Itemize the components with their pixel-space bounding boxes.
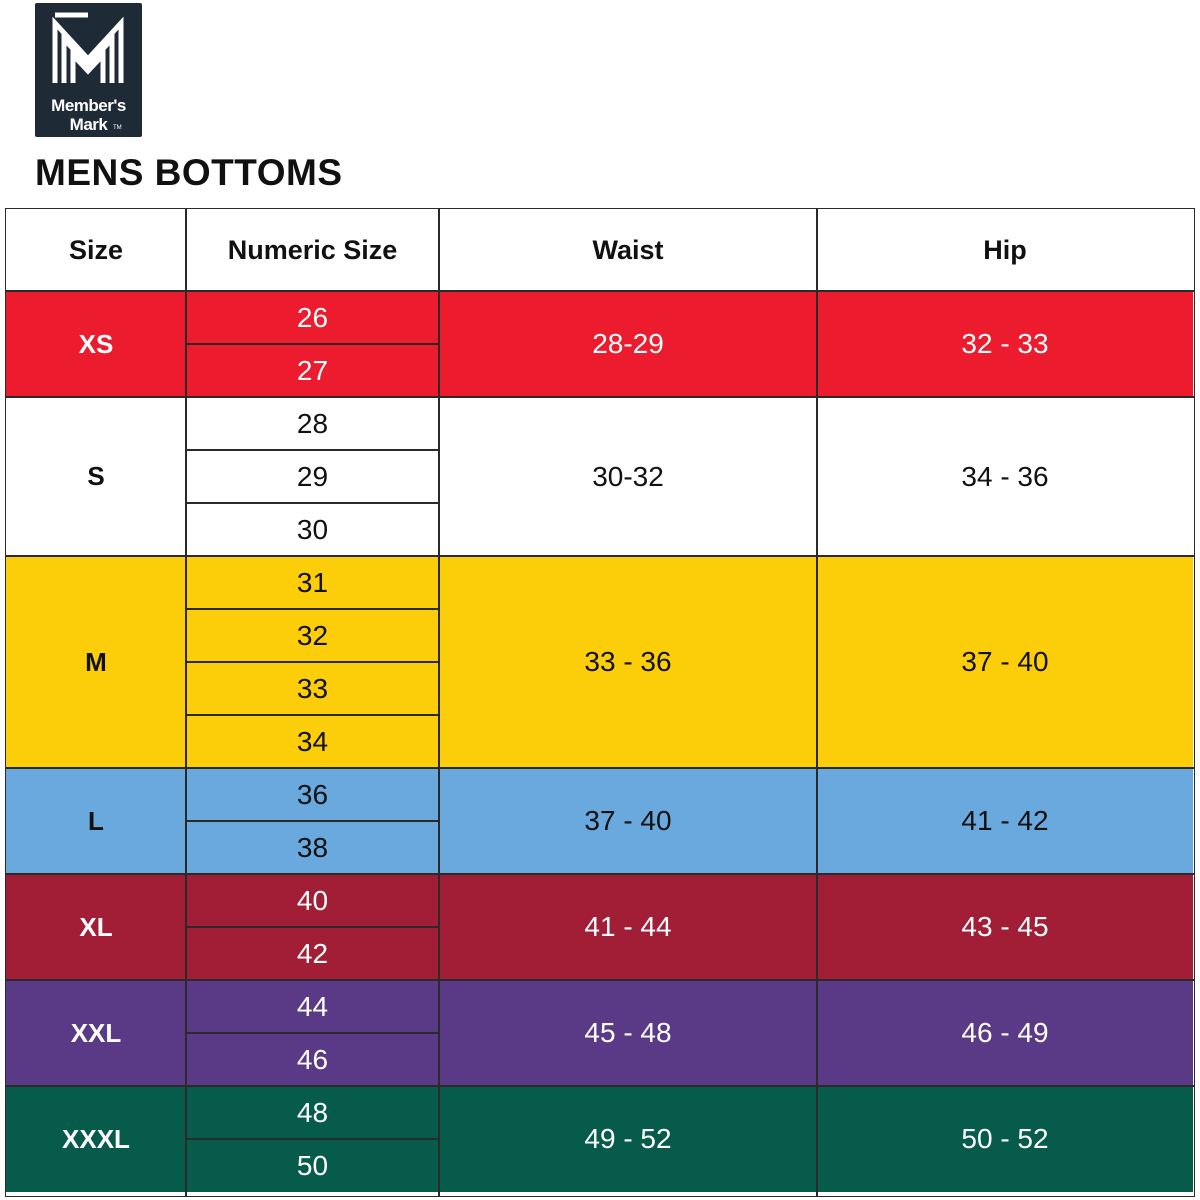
- numeric-size-cell: 27: [186, 344, 439, 397]
- hip-cell: 41 - 42: [817, 768, 1193, 874]
- size-label: L: [6, 768, 186, 874]
- row-divider: [186, 608, 439, 610]
- row-divider: [186, 343, 439, 345]
- header-waist: Waist: [439, 209, 817, 291]
- header-size: Size: [6, 209, 186, 291]
- numeric-size-cell: 44: [186, 980, 439, 1033]
- numeric-size-cell: 40: [186, 874, 439, 927]
- row-divider: [186, 820, 439, 822]
- numeric-size-cell: 48: [186, 1086, 439, 1139]
- numeric-size-cell: 42: [186, 927, 439, 980]
- group-divider: [6, 555, 1194, 557]
- row-divider: [186, 1138, 439, 1140]
- column-divider: [438, 209, 440, 1196]
- numeric-size-cell: 46: [186, 1033, 439, 1086]
- hip-cell: 32 - 33: [817, 291, 1193, 397]
- numeric-size-cell: 28: [186, 397, 439, 450]
- group-divider: [6, 873, 1194, 875]
- size-label: XS: [6, 291, 186, 397]
- numeric-size-cell: 26: [186, 291, 439, 344]
- waist-cell: 41 - 44: [439, 874, 817, 980]
- numeric-size-cell: 30: [186, 503, 439, 556]
- waist-cell: 28-29: [439, 291, 817, 397]
- numeric-size-cell: 33: [186, 662, 439, 715]
- hip-cell: 37 - 40: [817, 556, 1193, 768]
- row-divider: [186, 926, 439, 928]
- numeric-size-cell: 50: [186, 1139, 439, 1192]
- hip-cell: 46 - 49: [817, 980, 1193, 1086]
- hip-cell: 50 - 52: [817, 1086, 1193, 1192]
- hip-cell: 34 - 36: [817, 397, 1193, 556]
- header-numeric-size: Numeric Size: [186, 209, 439, 291]
- size-label: M: [6, 556, 186, 768]
- row-divider: [186, 449, 439, 451]
- group-divider: [6, 290, 1194, 292]
- size-label: XXXL: [6, 1086, 186, 1192]
- numeric-size-cell: 31: [186, 556, 439, 609]
- group-divider: [6, 396, 1194, 398]
- numeric-size-cell: 38: [186, 821, 439, 874]
- row-divider: [186, 661, 439, 663]
- hip-cell: 43 - 45: [817, 874, 1193, 980]
- row-divider: [186, 714, 439, 716]
- brand-monogram-icon: [35, 3, 142, 99]
- page-title: MENS BOTTOMS: [35, 152, 343, 193]
- column-divider: [816, 209, 818, 1196]
- numeric-size-cell: 36: [186, 768, 439, 821]
- group-divider: [6, 979, 1194, 981]
- size-label: XL: [6, 874, 186, 980]
- size-chart-table: [5, 208, 1195, 1197]
- row-divider: [186, 1032, 439, 1034]
- waist-cell: 30-32: [439, 397, 817, 556]
- group-divider: [6, 1085, 1194, 1087]
- waist-cell: 49 - 52: [439, 1086, 817, 1192]
- numeric-size-cell: 34: [186, 715, 439, 768]
- column-divider: [185, 209, 187, 1196]
- row-divider: [186, 502, 439, 504]
- group-divider: [6, 767, 1194, 769]
- trademark-mark: TM: [113, 125, 122, 131]
- size-label: XXL: [6, 980, 186, 1086]
- header-hip: Hip: [817, 209, 1193, 291]
- waist-cell: 37 - 40: [439, 768, 817, 874]
- brand-logo: [35, 3, 142, 137]
- numeric-size-cell: 32: [186, 609, 439, 662]
- waist-cell: 33 - 36: [439, 556, 817, 768]
- size-label: S: [6, 397, 186, 556]
- numeric-size-cell: 29: [186, 450, 439, 503]
- brand-name-line1: Member's: [51, 96, 126, 115]
- waist-cell: 45 - 48: [439, 980, 817, 1086]
- brand-name-line2: Mark: [69, 115, 108, 134]
